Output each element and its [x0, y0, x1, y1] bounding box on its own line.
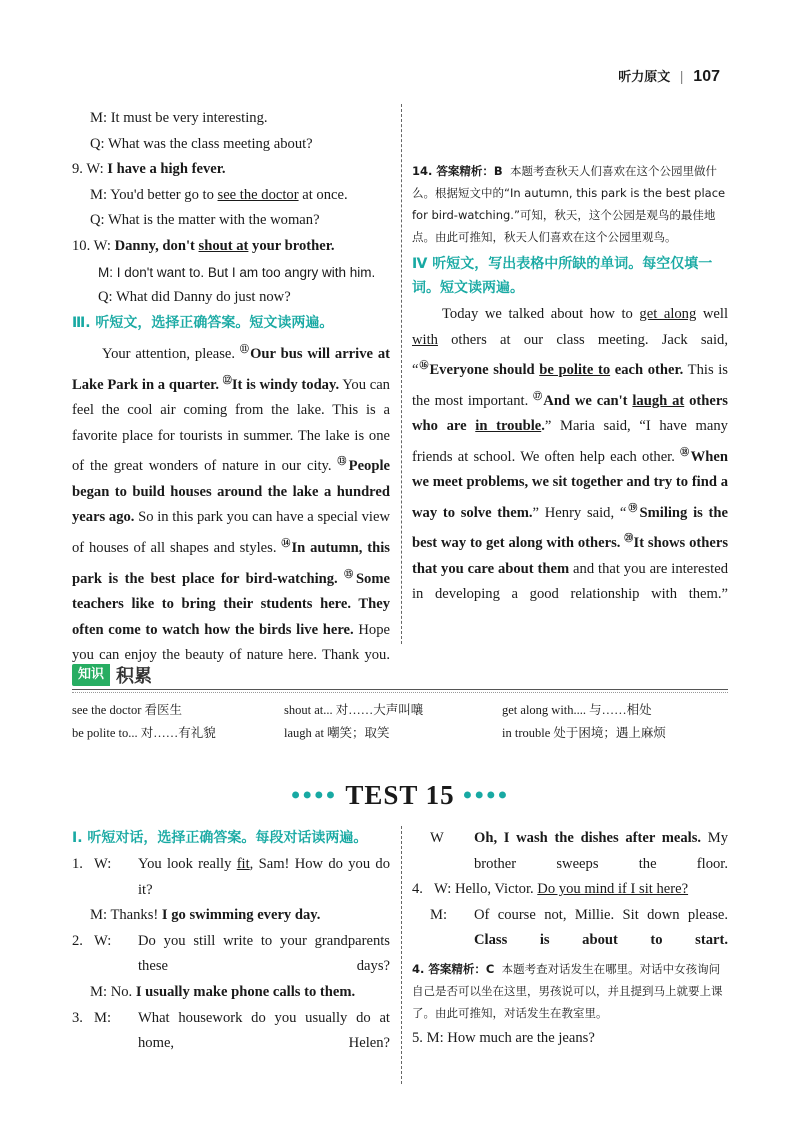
dialogue-item-9: 9. W: I have a high fever. [72, 161, 226, 178]
knowledge-tag: 知识 [72, 664, 110, 686]
dialogue-line: Q: What did Danny do just now? [98, 289, 291, 306]
dialogue-item-10: 10. W: Danny, don't shout at your brother. [72, 237, 335, 254]
test-section-1-heading: Ⅰ. 听短对话，选择正确答案。每段对话读两遍。 [72, 830, 368, 846]
knowledge-item: laugh at 嘲笑；取笑 [284, 726, 390, 740]
question-5: 5. M: How much are the jeans? [412, 1029, 595, 1046]
right-column-bottom [412, 826, 728, 1052]
knowledge-item: see the doctor 看医生 [72, 703, 183, 717]
section-3-heading: Ⅲ. 听短文，选择正确答案。短文读两遍。 [72, 314, 334, 331]
column-divider [401, 104, 402, 644]
column-divider [401, 826, 402, 1084]
knowledge-item: get along with.... 与……相处 [502, 703, 652, 717]
question-2: 2. W:Do you still write to your grandparents these days? [72, 932, 390, 975]
dialogue-line: W Oh, I wash the dishes after meals. My brother sweeps the floor. [430, 830, 729, 872]
test-title [0, 780, 800, 811]
dialogue-line: M: Thanks! I go swimming every day. [90, 907, 321, 924]
dialogue-line: M: You'd better go to see the doctor at once. [90, 186, 348, 203]
page-header: 听力原文 | 107 [618, 68, 720, 85]
knowledge-item: in trouble 处于困境；遇上麻烦 [502, 726, 666, 740]
dialogue-line: M: I don't want to. But I am too angry with him. [98, 264, 376, 280]
dots-decoration-right: ●●●● [462, 786, 510, 804]
divider [72, 689, 728, 690]
test-title-text: TEST 15 [345, 780, 455, 810]
left-column-bottom [72, 826, 390, 1057]
dialogue-line: M:Of course not, Millie. Sit down please. Class is about to start. [430, 906, 728, 949]
question-1: 1. W:You look really fit, Sam! How do you do it? [72, 856, 390, 898]
question-3: 3. M:What housework do you usually do at home, Helen? [72, 1009, 390, 1052]
knowledge-title: 积累 [116, 666, 152, 687]
dialogue-line: M: No. I usually make phone calls to them. [90, 983, 356, 1000]
answer-analysis-14: 14. 答案精析：B 本题考查秋天人们喜欢在这个公园里做什么。根据短文中的“In autumn, this park is the best place for bird-watching.”可知，秋天，这个公园是观鸟的最佳地点。由此可推知，秋天人们喜欢在这个公园里观鸟。 [412, 164, 726, 244]
knowledge-item: shout at... 对……大声叫嚷 [284, 703, 424, 717]
answer-analysis-4: 4. 答案精析：C 本题考查对话发生在哪里。对话中女孩询问自己是否可以坐在这里，男孩说可以，并且提到马上就要上课了。由此可推知，对话发生在教室里。 [412, 961, 723, 1020]
section-title: 听力原文 [618, 70, 671, 85]
question-4: 4. W: Hello, Victor. Do you mind if I sit here? [412, 881, 689, 898]
section-4-heading: Ⅳ 听短文，写出表格中所缺的单词。每空仅填一词。短文读两遍。 [412, 256, 713, 296]
section-3-passage: Your attention, please. ⑪Our bus will arrive at Lake Park in a quarter. ⑫It is windy today. You can feel the cool air coming from the lake. This is a favorite place for tourists in summer. The lake is one of the great wonders of nature in our city. ⑬People began to build houses around the lake a hundred years ago. So in this park you can have a special view of houses of all shapes and styles. ⑭In autumn, this park is the best place for bird-watching. ⑮Some teachers like to bring their students here. They often come to watch how the birds live here. Hope you can enjoy the beauty of nature here. Thank you. [72, 344, 390, 664]
dialogue-line: Q: What is the matter with the woman? [90, 212, 320, 229]
dots-decoration-left: ●●●● [290, 786, 338, 804]
dialogue-line: Q: What was the class meeting about? [90, 135, 313, 152]
divider [72, 692, 728, 693]
dialogue-line: M: It must be very interesting. [90, 110, 268, 126]
right-column-top [412, 106, 728, 608]
page-number: 107 [693, 68, 720, 85]
left-column-top [72, 106, 390, 669]
knowledge-item: be polite to... 对……有礼貌 [72, 726, 216, 740]
section-4-passage: Today we talked about how to get along well with others at our class meeting. Jack said, “⑯Everyone should be polite to each other. This is the most important. ⑰And we can't laugh at others who are in trouble.” Maria said, “I have many friends at school. We often help each other. ⑱When we meet problems, we sit together and try to find a way to solve them.” Henry said, “⑲Smiling is the best way to get along with others. ⑳It shows others that you care about them and that you are interested in developing a good relationship with them.” [412, 306, 729, 603]
